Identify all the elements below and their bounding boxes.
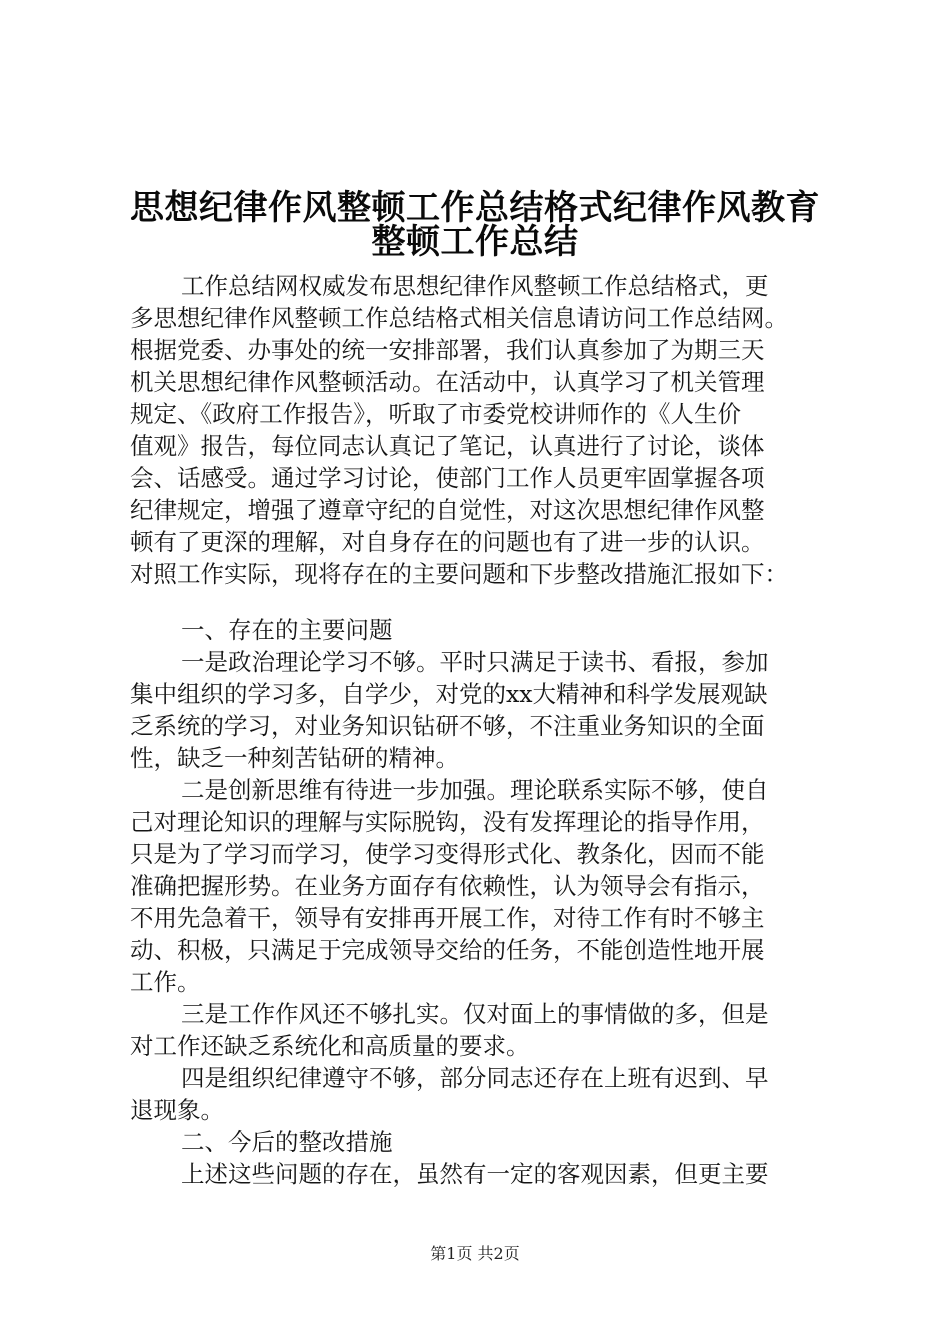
paragraph-line: 顿有了更深的理解，对自身存在的问题也有了进一步的认识。 bbox=[130, 528, 765, 556]
paragraph-line: 准确把握形势。在业务方面存有依赖性，认为领导会有指示， bbox=[130, 872, 765, 900]
paragraph-line: 集中组织的学习多，自学少，对党的xx大精神和科学发展观缺 bbox=[130, 680, 768, 708]
paragraph-line: 只是为了学习而学习，使学习变得形式化、教条化，因而不能 bbox=[130, 840, 765, 868]
document-title-line-1: 思想纪律作风整顿工作总结格式纪律作风教育 bbox=[130, 188, 820, 228]
paragraph-line: 根据党委、办事处的统一安排部署，我们认真参加了为期三天 bbox=[130, 336, 765, 364]
paragraph-line: 机关思想纪律作风整顿活动。在活动中，认真学习了机关管理 bbox=[130, 368, 765, 396]
paragraph-line: 己对理论知识的理解与实际脱钩，没有发挥理论的指导作用， bbox=[130, 808, 765, 836]
section-heading: 二、今后的整改措施 bbox=[181, 1128, 393, 1156]
section-heading: 一、存在的主要问题 bbox=[181, 616, 393, 644]
paragraph-line: 退现象。 bbox=[130, 1096, 224, 1124]
paragraph-line: 乏系统的学习，对业务知识钻研不够，不注重业务知识的全面 bbox=[130, 712, 765, 740]
paragraph-line: 上述这些问题的存在，虽然有一定的客观因素，但更主要 bbox=[181, 1160, 769, 1188]
document-title-line-2: 整顿工作总结 bbox=[371, 222, 579, 262]
paragraph-line: 工作。 bbox=[130, 968, 201, 996]
paragraph-line: 工作总结网权威发布思想纪律作风整顿工作总结格式，更 bbox=[181, 272, 769, 300]
paragraph-line: 对照工作实际，现将存在的主要问题和下步整改措施汇报如下： bbox=[130, 560, 788, 588]
paragraph-line: 性，缺乏一种刻苦钻研的精神。 bbox=[130, 744, 459, 772]
paragraph-line: 动、积极，只满足于完成领导交给的任务，不能创造性地开展 bbox=[130, 936, 765, 964]
paragraph-line: 二是创新思维有待进一步加强。理论联系实际不够，使自 bbox=[181, 776, 769, 804]
paragraph-line: 值观》报告，每位同志认真记了笔记，认真进行了讨论，谈体 bbox=[130, 432, 765, 460]
paragraph-line: 不用先急着干，领导有安排再开展工作，对待工作有时不够主 bbox=[130, 904, 765, 932]
paragraph-line: 规定、《政府工作报告》，听取了市委党校讲师作的《人生价 bbox=[130, 400, 741, 428]
paragraph-line: 对工作还缺乏系统化和高质量的要求。 bbox=[130, 1032, 530, 1060]
paragraph-line: 四是组织纪律遵守不够，部分同志还存在上班有迟到、早 bbox=[181, 1064, 769, 1092]
paragraph-line: 多思想纪律作风整顿工作总结格式相关信息请访问工作总结网。 bbox=[130, 304, 788, 332]
paragraph-line: 一是政治理论学习不够。平时只满足于读书、看报，参加 bbox=[181, 648, 769, 676]
page-number-footer: 第1页 共2页 bbox=[430, 1244, 520, 1263]
paragraph-line: 会、话感受。通过学习讨论，使部门工作人员更牢固掌握各项 bbox=[130, 464, 765, 492]
paragraph-line: 三是工作作风还不够扎实。仅对面上的事情做的多，但是 bbox=[181, 1000, 769, 1028]
paragraph-line: 纪律规定，增强了遵章守纪的自觉性，对这次思想纪律作风整 bbox=[130, 496, 765, 524]
